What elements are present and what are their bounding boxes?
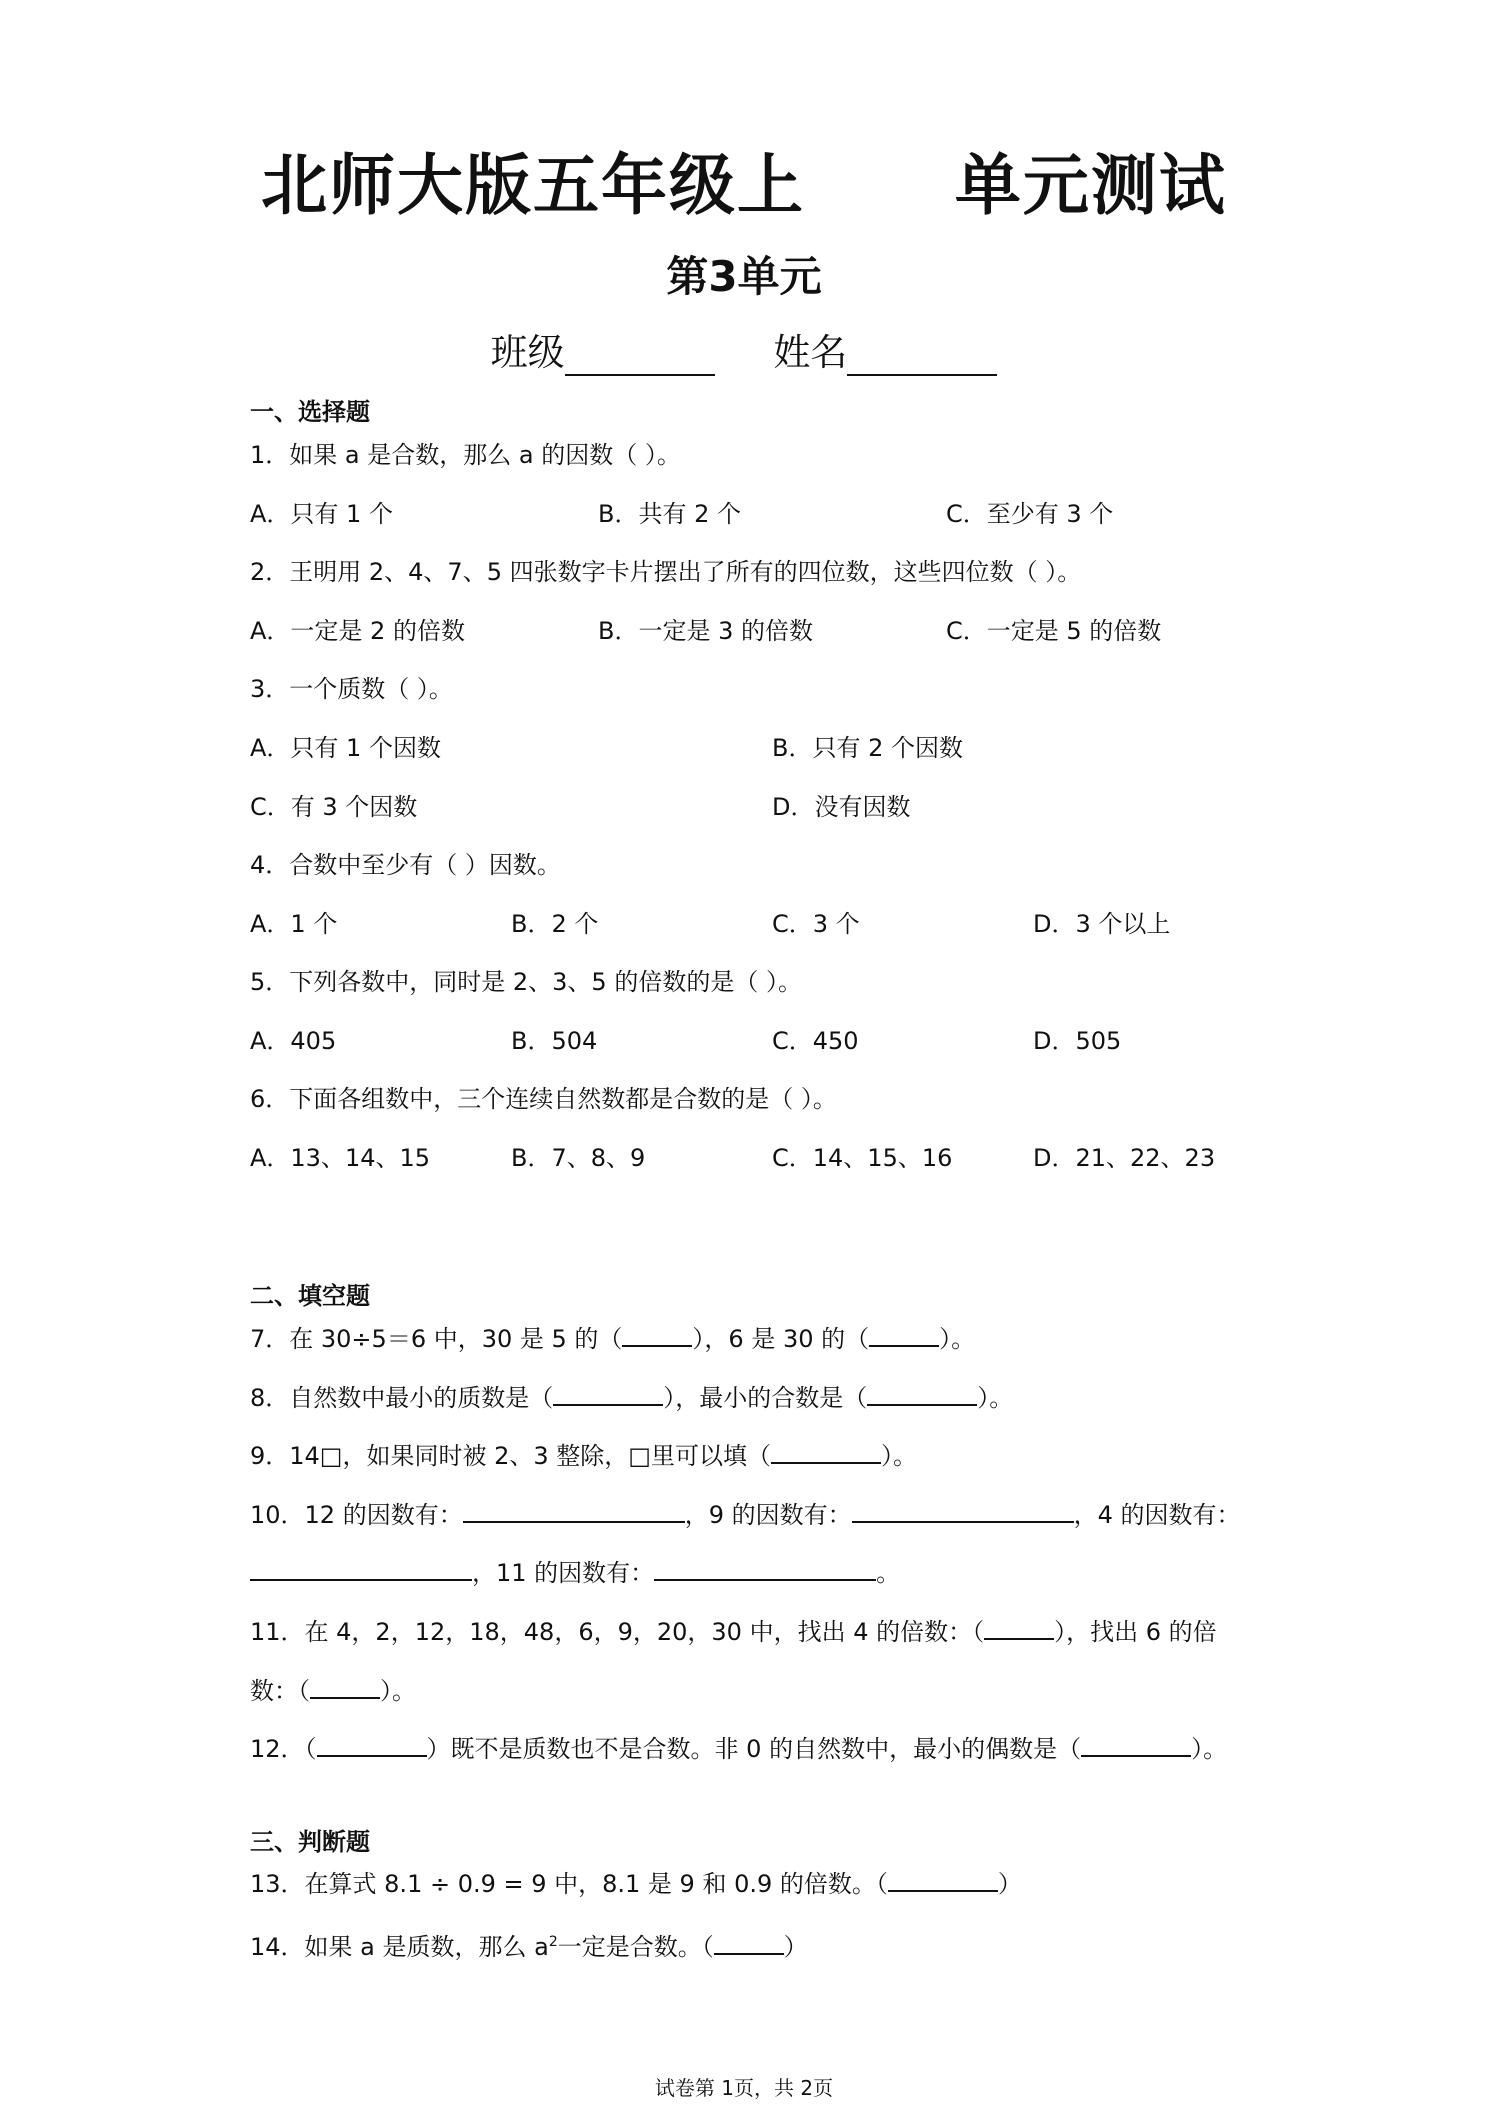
q13-text-1: 13．在算式 8.1 ÷ 0.9 = 9 中，8.1 是 9 和 0.9 的倍数。（ xyxy=(250,1870,888,1898)
question-8 xyxy=(250,1382,1013,1413)
q2-option-a[interactable]: A．一定是 2 的倍数 xyxy=(250,617,465,645)
q8-blank-2[interactable] xyxy=(867,1382,977,1406)
q14-text-3: ） xyxy=(783,1933,808,1961)
question-7 xyxy=(250,1323,975,1354)
q11-text-4: ）。 xyxy=(380,1677,416,1705)
q13-text-2: ） xyxy=(997,1870,1022,1898)
q1-option-c[interactable]: C．至少有 3 个 xyxy=(946,500,1114,528)
q7-text-2: ），6 是 30 的（ xyxy=(692,1325,870,1353)
q4-option-c[interactable]: C．3 个 xyxy=(772,910,860,938)
q6-option-b[interactable]: B．7、8、9 xyxy=(511,1144,646,1172)
q10-text-2: ，9 的因数有： xyxy=(684,1501,852,1529)
q7-blank-1[interactable] xyxy=(622,1323,692,1347)
q10-blank-1[interactable] xyxy=(463,1499,685,1523)
q9-text-1: 9．14□，如果同时被 2、3 整除，□里可以填（ xyxy=(250,1442,771,1470)
question-14 xyxy=(250,1927,808,1962)
question-9 xyxy=(250,1440,917,1471)
q12-blank-2[interactable] xyxy=(1081,1733,1191,1757)
section-fill-blank: 二、填空题 xyxy=(250,1282,370,1310)
q3-option-b[interactable]: B．只有 2 个因数 xyxy=(772,734,963,762)
question-4: 4．合数中至少有（ ）因数。 xyxy=(250,851,561,879)
question-6: 6．下面各组数中，三个连续自然数都是合数的是（ ）。 xyxy=(250,1085,837,1113)
q7-text-1: 7．在 30÷5＝6 中，30 是 5 的（ xyxy=(250,1325,623,1353)
q1-option-b[interactable]: B．共有 2 个 xyxy=(598,500,741,528)
q12-text-2: ）既不是质数也不是合数。非 0 的自然数中，最小的偶数是（ xyxy=(426,1735,1082,1763)
q4-option-a[interactable]: A．1 个 xyxy=(250,910,338,938)
q9-blank-1[interactable] xyxy=(771,1440,881,1464)
q8-blank-1[interactable] xyxy=(553,1382,663,1406)
q8-text-2: ），最小的合数是（ xyxy=(663,1384,868,1412)
q14-text-1: 14．如果 a 是质数，那么 a xyxy=(250,1933,549,1961)
question-11-line-1 xyxy=(250,1616,1217,1647)
question-11-line-2 xyxy=(250,1675,416,1706)
q12-blank-1[interactable] xyxy=(317,1733,427,1757)
question-1: 1．如果 a 是合数，那么 a 的因数（ ）。 xyxy=(250,441,681,469)
unit-subtitle: 第3单元 xyxy=(666,252,822,301)
q8-text-3: ）。 xyxy=(977,1384,1014,1412)
q8-text-1: 8．自然数中最小的质数是（ xyxy=(250,1384,554,1412)
q2-option-b[interactable]: B．一定是 3 的倍数 xyxy=(598,617,813,645)
q2-option-c[interactable]: C．一定是 5 的倍数 xyxy=(946,617,1162,645)
q3-option-c[interactable]: C．有 3 个因数 xyxy=(250,793,418,821)
q10-blank-3[interactable] xyxy=(250,1557,472,1581)
q10-text-1: 10．12 的因数有： xyxy=(250,1501,463,1529)
q11-text-1: 11．在 4，2，12，18，48，6，9，20，30 中，找出 4 的倍数：（ xyxy=(250,1618,985,1646)
q7-text-3: ）。 xyxy=(939,1325,976,1353)
name-blank[interactable] xyxy=(847,331,997,376)
q9-text-2: ）。 xyxy=(880,1442,917,1470)
class-blank[interactable] xyxy=(565,331,715,376)
q12-text-3: ）。 xyxy=(1191,1735,1228,1763)
q5-option-d[interactable]: D．505 xyxy=(1033,1027,1122,1055)
q6-option-a[interactable]: A．13、14、15 xyxy=(250,1144,431,1172)
q4-option-d[interactable]: D．3 个以上 xyxy=(1033,910,1171,938)
q5-option-a[interactable]: A．405 xyxy=(250,1027,337,1055)
q3-option-d[interactable]: D．没有因数 xyxy=(772,793,911,821)
q5-option-c[interactable]: C．450 xyxy=(772,1027,859,1055)
q11-blank-1[interactable] xyxy=(984,1616,1054,1640)
section-true-false: 三、判断题 xyxy=(250,1828,370,1856)
question-12 xyxy=(250,1733,1227,1764)
q11-text-2: ），找出 6 的倍 xyxy=(1054,1618,1217,1646)
question-3: 3．一个质数（ ）。 xyxy=(250,675,453,703)
section-choice: 一、选择题 xyxy=(250,398,370,426)
q14-text-2: 一定是合数。（ xyxy=(557,1933,714,1961)
q13-blank[interactable] xyxy=(888,1868,998,1892)
q10-blank-2[interactable] xyxy=(852,1499,1074,1523)
question-10-line-1 xyxy=(250,1499,1241,1530)
q4-option-b[interactable]: B．2 个 xyxy=(511,910,599,938)
q3-option-a[interactable]: A．只有 1 个因数 xyxy=(250,734,441,762)
question-13 xyxy=(250,1868,1022,1899)
q10-text-4: ，11 的因数有： xyxy=(472,1559,655,1587)
q14-blank[interactable] xyxy=(714,1931,784,1955)
name-label: 姓名 xyxy=(773,331,848,374)
q10-blank-4[interactable] xyxy=(654,1557,876,1581)
q10-text-3: ，4 的因数有： xyxy=(1073,1501,1241,1529)
q5-option-b[interactable]: B．504 xyxy=(511,1027,598,1055)
page-title: 北师大版五年级上 单元测试 xyxy=(261,147,1227,224)
student-info-row xyxy=(0,322,1488,376)
page-footer: 试卷第 1页，共 2页 xyxy=(654,2076,834,2100)
question-10-line-2 xyxy=(250,1557,900,1588)
q14-exponent: 2 xyxy=(548,1934,558,1950)
q6-option-d[interactable]: D．21、22、23 xyxy=(1033,1144,1216,1172)
q10-text-5: 。 xyxy=(876,1559,901,1587)
question-2: 2．王明用 2、4、7、5 四张数字卡片摆出了所有的四位数，这些四位数（ ）。 xyxy=(250,558,1082,586)
q12-text-1: 12．（ xyxy=(250,1735,317,1763)
q11-text-3: 数：（ xyxy=(250,1677,310,1705)
q7-blank-2[interactable] xyxy=(869,1323,939,1347)
q11-blank-2[interactable] xyxy=(310,1675,380,1699)
q1-option-a[interactable]: A．只有 1 个 xyxy=(250,500,393,528)
q6-option-c[interactable]: C．14、15、16 xyxy=(772,1144,953,1172)
class-label: 班级 xyxy=(490,331,565,374)
question-5: 5．下列各数中，同时是 2、3、5 的倍数的是（ ）。 xyxy=(250,968,802,996)
